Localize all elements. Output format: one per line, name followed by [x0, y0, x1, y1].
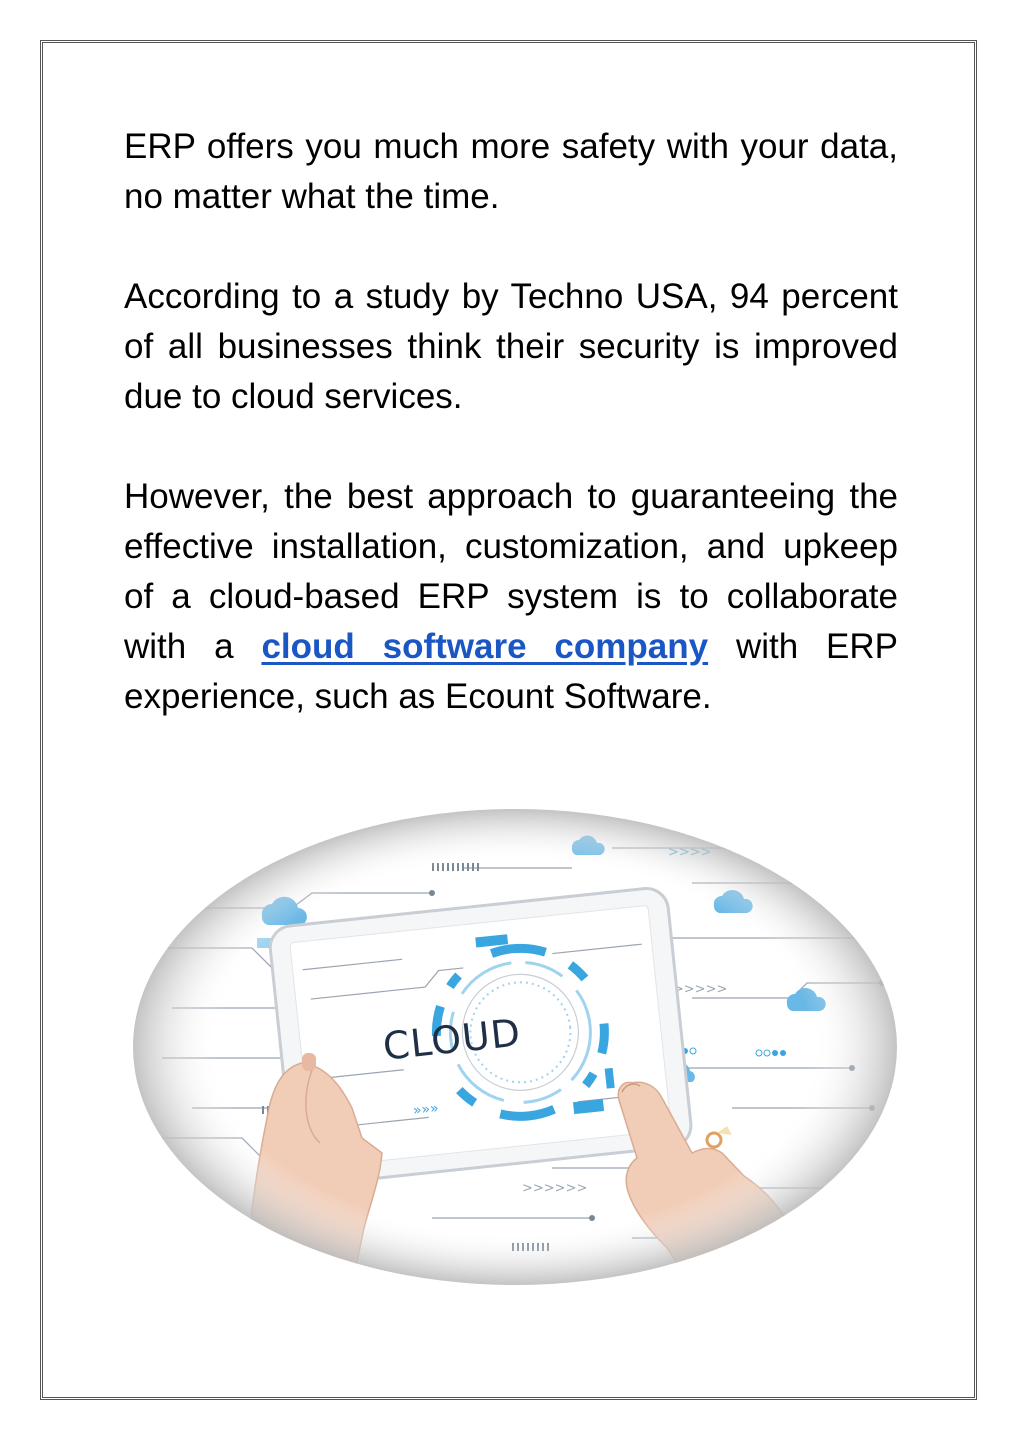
paragraph-best-approach — [124, 472, 898, 722]
paragraph-study: According to a study by Techno USA, 94 percent of all businesses think their security is improved due to cloud services. — [124, 277, 898, 416]
cloud-tablet-illustration — [132, 808, 898, 1286]
paragraph-text-after-link: with ERP experience, such as Ecount Software. — [124, 627, 899, 716]
paragraph-erp-safety: ERP offers you much more safety with your data, no matter what the time. — [124, 127, 898, 216]
paragraph-text-before-link: However, the best approach to guaranteeing the effective installation, customization, and upkeep of a cloud-based ERP system is to collaborate with a — [124, 477, 898, 666]
oval-vignette — [133, 809, 897, 1285]
cloud-software-company-link[interactable]: cloud software company — [261, 627, 709, 666]
